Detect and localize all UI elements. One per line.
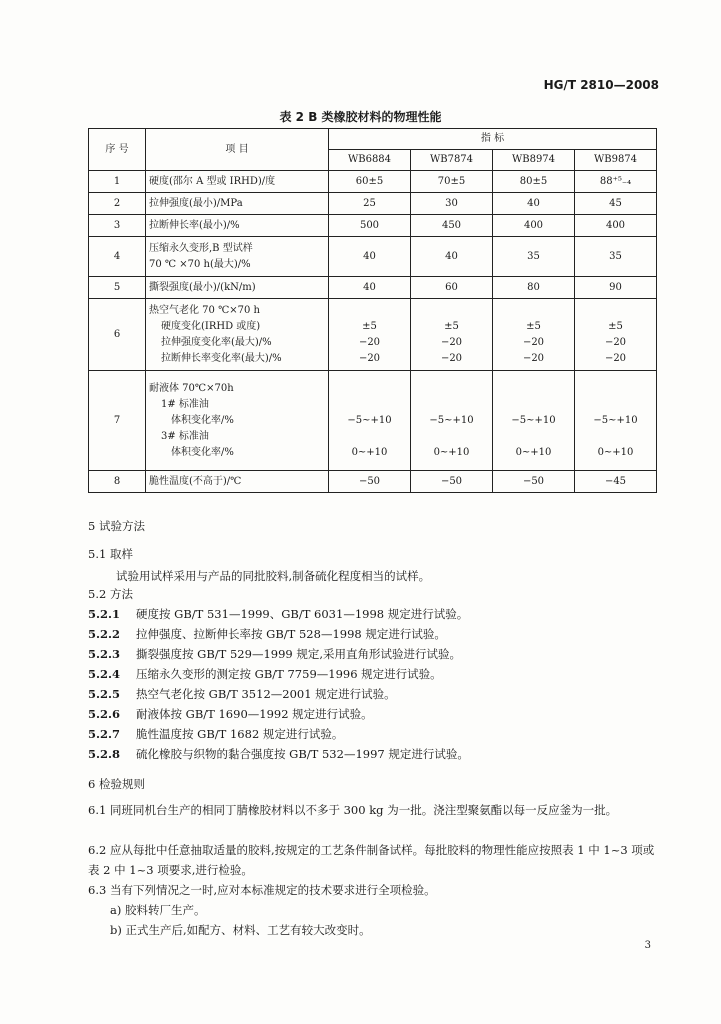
row-item: 拉伸强度(最小)/MPa: [146, 193, 329, 215]
section-heading: 6 检验规则: [88, 777, 145, 791]
grade-header: WB6884: [329, 150, 411, 171]
method-text: 硬度按 GB/T 531—1999、GB/T 6031—1998 规定进行试验。: [136, 607, 469, 621]
row-no: 1: [89, 171, 146, 193]
row-value: [329, 371, 411, 471]
method-text: 硫化橡胶与织物的黏合强度按 GB/T 532—1997 规定进行试验。: [136, 747, 469, 761]
row-value: 60±5: [329, 171, 411, 193]
method-num: 5.2.8: [88, 747, 121, 761]
standard-code: HG/T 2810—2008: [543, 78, 659, 92]
row-item-line: 拉伸强度变化率(最大)/%: [161, 336, 272, 348]
method-item: [88, 624, 660, 644]
row-value: −45: [575, 471, 657, 493]
row-value-line: −20: [440, 336, 463, 348]
header-item: 项 目: [146, 129, 329, 171]
row-item-line: 硬度变化(IRHD 或度): [161, 320, 261, 332]
row-value-line: −20: [358, 352, 381, 364]
paragraph: 6.2 应从每批中任意抽取适量的胶料,按规定的工艺条件制备试样。每批胶料的物理性能应按照表 1 中 1~3 项或表 2 中 1~3 项要求,进行检验。: [88, 843, 655, 877]
row-value: 80: [493, 277, 575, 299]
row-value-line: −5~+10: [347, 414, 392, 426]
row-item-line: 体积变化率/%: [171, 446, 234, 458]
row-value: [493, 299, 575, 371]
method-num: 5.2.5: [88, 687, 121, 701]
row-no: 8: [89, 471, 146, 493]
row-value-line: 0~+10: [351, 446, 388, 458]
row-item-line: 70 ℃ ×70 h(最大)/%: [149, 258, 251, 270]
row-value-line: ±5: [444, 320, 459, 332]
row-value: 450: [411, 215, 493, 237]
row-item: [146, 299, 329, 371]
method-item: [88, 644, 660, 664]
grade-header: WB9874: [575, 150, 657, 171]
row-value: 88⁺⁵₋₄: [575, 171, 657, 193]
method-text: 耐液体按 GB/T 1690—1992 规定进行试验。: [136, 707, 373, 721]
physical-properties-table: [88, 128, 657, 493]
method-item: [88, 664, 660, 684]
header-no: 序 号: [89, 129, 146, 171]
table-row: [89, 299, 657, 371]
row-value-line: 0~+10: [515, 446, 552, 458]
method-num: 5.2.2: [88, 627, 121, 641]
row-value-line: −20: [440, 352, 463, 364]
row-no: 3: [89, 215, 146, 237]
method-item: [88, 744, 660, 764]
table-row: [89, 471, 657, 493]
row-value: [411, 371, 493, 471]
table-row: [89, 237, 657, 277]
row-value: 40: [411, 237, 493, 277]
row-value: [411, 299, 493, 371]
row-value-line: −20: [604, 336, 627, 348]
row-no: 2: [89, 193, 146, 215]
row-value: 30: [411, 193, 493, 215]
row-value: 70±5: [411, 171, 493, 193]
grade-header: WB7874: [411, 150, 493, 171]
row-value-line: ±5: [608, 320, 623, 332]
table-row: [89, 215, 657, 237]
paragraph: 试验用试样采用与产品的同批胶料,制备硫化程度相当的试样。: [116, 569, 431, 583]
method-text: 热空气老化按 GB/T 3512—2001 规定进行试验。: [136, 687, 396, 701]
paragraph: 6.3 当有下列情况之一时,应对本标准规定的技术要求进行全项检验。: [88, 883, 436, 897]
row-value: −50: [411, 471, 493, 493]
row-value-line: ±5: [362, 320, 377, 332]
method-num: 5.2.3: [88, 647, 121, 661]
row-item: 撕裂强度(最小)/(kN/m): [146, 277, 329, 299]
row-value: 35: [575, 237, 657, 277]
row-value-line: −20: [522, 352, 545, 364]
list-item: b) 正式生产后,如配方、材料、工艺有较大改变时。: [110, 923, 371, 937]
row-item: 硬度(邵尔 A 型或 IRHD)/度: [146, 171, 329, 193]
row-value: [575, 299, 657, 371]
table-row: [89, 171, 657, 193]
row-value: −50: [329, 471, 411, 493]
row-value-line: −5~+10: [511, 414, 556, 426]
row-value: 40: [329, 277, 411, 299]
method-item: [88, 724, 660, 744]
header-spec: 指 标: [329, 129, 657, 150]
row-no: 5: [89, 277, 146, 299]
method-item: [88, 684, 660, 704]
row-value: 400: [575, 215, 657, 237]
method-text: 脆性温度按 GB/T 1682 规定进行试验。: [136, 727, 344, 741]
row-value-line: ±5: [526, 320, 541, 332]
section-heading: 5.1 取样: [88, 547, 133, 561]
row-value: 35: [493, 237, 575, 277]
row-item: [146, 237, 329, 277]
row-value-line: −20: [604, 352, 627, 364]
row-item-line: 1# 标准油: [161, 398, 209, 410]
row-value: 60: [411, 277, 493, 299]
row-item-line: 热空气老化 70 ℃×70 h: [149, 304, 260, 316]
method-num: 5.2.7: [88, 727, 121, 741]
method-text: 拉伸强度、拉断伸长率按 GB/T 528—1998 规定进行试验。: [136, 627, 446, 641]
row-value-line: −5~+10: [593, 414, 638, 426]
table-title: 表 2 B 类橡胶材料的物理性能: [279, 110, 442, 124]
row-item: [146, 371, 329, 471]
row-value: [329, 299, 411, 371]
row-item-line: 压缩永久变形,B 型试样: [149, 242, 253, 254]
row-value: 500: [329, 215, 411, 237]
method-num: 5.2.4: [88, 667, 121, 681]
method-text: 压缩永久变形的测定按 GB/T 7759—1996 规定进行试验。: [136, 667, 442, 681]
row-value-line: −20: [522, 336, 545, 348]
section-heading: 5.2 方法: [88, 587, 133, 601]
page-number: 3: [644, 940, 651, 951]
row-value-line: 0~+10: [597, 446, 634, 458]
table-row: [89, 193, 657, 215]
row-value: 400: [493, 215, 575, 237]
method-item: [88, 604, 660, 624]
row-value: [575, 371, 657, 471]
row-item-line: 体积变化率/%: [171, 414, 234, 426]
list-item: a) 胶料转厂生产。: [110, 903, 206, 917]
row-item: 拉断伸长率(最小)/%: [146, 215, 329, 237]
paragraph: 6.1 同班同机台生产的相同丁腈橡胶材料以不多于 300 kg 为一批。浇注型聚氨酯以每一反应釜为一批。: [88, 803, 618, 817]
row-value-line: 0~+10: [433, 446, 470, 458]
row-value: −50: [493, 471, 575, 493]
row-no: 6: [89, 299, 146, 371]
row-value: 45: [575, 193, 657, 215]
row-value: 80±5: [493, 171, 575, 193]
row-value: 25: [329, 193, 411, 215]
table-row: [89, 371, 657, 471]
row-item: 脆性温度(不高于)/℃: [146, 471, 329, 493]
row-item-line: 3# 标准油: [161, 430, 209, 442]
method-num: 5.2.6: [88, 707, 121, 721]
row-value-line: −20: [358, 336, 381, 348]
grade-header: WB8974: [493, 150, 575, 171]
method-num: 5.2.1: [88, 607, 121, 621]
row-value: 40: [493, 193, 575, 215]
row-no: 7: [89, 371, 146, 471]
row-value: 40: [329, 237, 411, 277]
table-row: [89, 277, 657, 299]
row-no: 4: [89, 237, 146, 277]
row-value-line: −5~+10: [429, 414, 474, 426]
section-heading: 5 试验方法: [88, 519, 145, 533]
row-value: [493, 371, 575, 471]
method-item: [88, 704, 660, 724]
row-item-line: 耐液体 70℃×70h: [149, 382, 234, 394]
row-value: 90: [575, 277, 657, 299]
method-text: 撕裂强度按 GB/T 529—1999 规定,采用直角形试验进行试验。: [136, 647, 462, 661]
row-item-line: 拉断伸长率变化率(最大)/%: [161, 352, 282, 364]
